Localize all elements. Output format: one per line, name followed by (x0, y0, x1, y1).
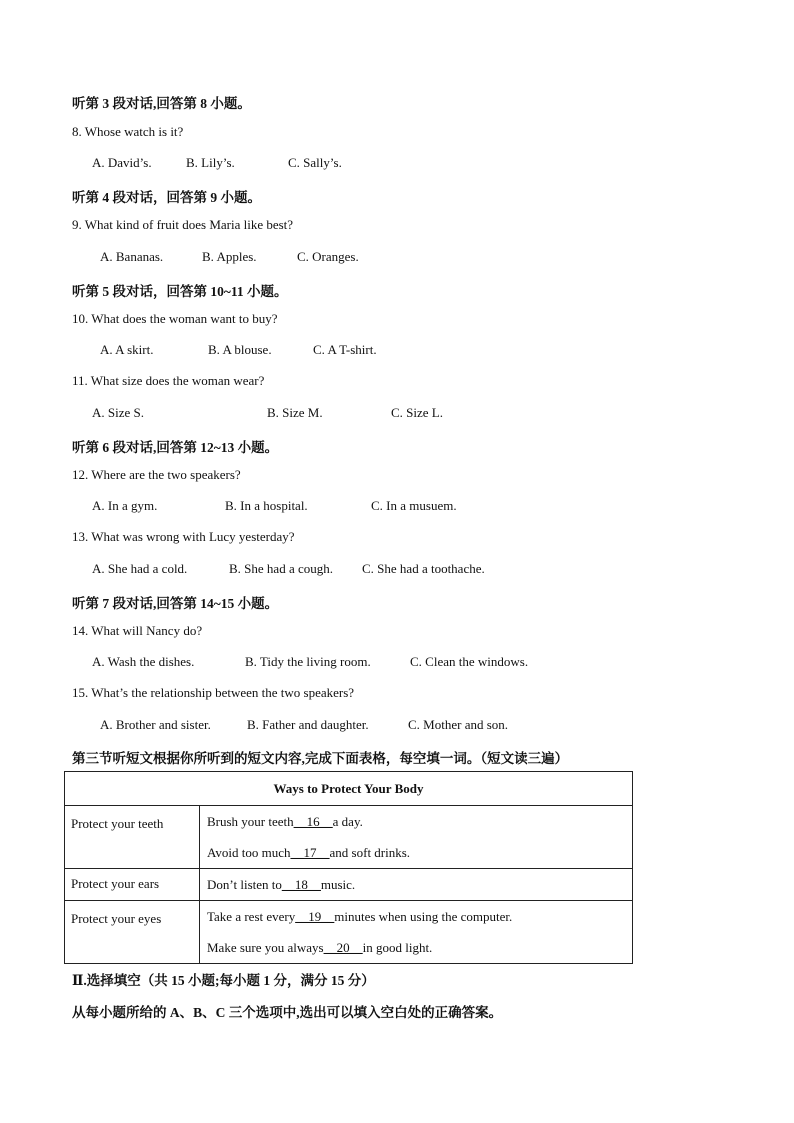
line-text: Take a rest every (207, 909, 296, 924)
blank-16: __16__ (293, 814, 333, 829)
section-3-heading: 第三节听短文根据你所听到的短文内容,完成下面表格，每空填一词。（短文读三遍） (72, 751, 569, 766)
section-heading-7: 听第 7 段对话,回答第 14~15 小题。 (72, 596, 279, 611)
question-9: 9. What kind of fruit does Maria like best? (72, 217, 294, 232)
line-text: in good light. (362, 940, 433, 955)
blank-20: __20__ (323, 940, 363, 955)
option-8a: A. David’s. (92, 155, 152, 170)
row-label-ears: Protect your ears (65, 869, 200, 901)
fill-line-20 (207, 932, 632, 963)
question-14: 14. What will Nancy do? (72, 623, 203, 638)
question-12: 12. Where are the two speakers? (72, 467, 241, 482)
option-10c: C. A T-shirt. (313, 342, 377, 357)
line-text: a day. (332, 814, 363, 829)
protect-body-table (64, 771, 633, 964)
section-heading-5: 听第 5 段对话，回答第 10~11 小题。 (72, 284, 288, 299)
option-9b: B. Apples. (202, 249, 257, 264)
fill-line-18 (207, 869, 632, 900)
blank-18: __18__ (281, 877, 321, 892)
table-row (65, 901, 633, 964)
option-12c: C. In a musuem. (371, 498, 457, 513)
row-content-eyes (200, 901, 633, 964)
question-8: 8. Whose watch is it? (72, 124, 184, 139)
table-title: Ways to Protect Your Body (65, 772, 633, 806)
line-text: minutes when using the computer. (334, 909, 513, 924)
option-8b: B. Lily’s. (186, 155, 235, 170)
option-11a: A. Size S. (92, 405, 144, 420)
option-13c: C. She had a toothache. (362, 561, 485, 576)
fill-line-19 (207, 901, 632, 932)
fill-line-17 (207, 837, 632, 868)
option-10a: A. A skirt. (100, 342, 154, 357)
table-row (65, 869, 633, 901)
blank-19: __19__ (295, 909, 335, 924)
option-9c: C. Oranges. (297, 249, 359, 264)
section-heading-3: 听第 3 段对话,回答第 8 小题。 (72, 96, 251, 111)
option-15a: A. Brother and sister. (100, 717, 211, 732)
part-2-instruction: 从每小题所给的 A、B、C 三个选项中,选出可以填入空白处的正确答案。 (72, 1005, 503, 1020)
option-14a: A. Wash the dishes. (92, 654, 195, 669)
table-row (65, 806, 633, 869)
option-15c: C. Mother and son. (408, 717, 509, 732)
option-10b: B. A blouse. (208, 342, 272, 357)
line-text: Avoid too much (207, 845, 291, 860)
part-2-heading: Ⅱ.选择填空（共 15 小题;每小题 1 分，满分 15 分） (72, 973, 375, 988)
question-10: 10. What does the woman want to buy? (72, 311, 278, 326)
option-9a: A. Bananas. (100, 249, 164, 264)
question-11: 11. What size does the woman wear? (72, 373, 265, 388)
question-15: 15. What’s the relationship between the two speakers? (72, 685, 355, 700)
question-13: 13. What was wrong with Lucy yesterday? (72, 529, 295, 544)
blank-17: __17__ (290, 845, 330, 860)
row-label-teeth: Protect your teeth (65, 806, 200, 869)
option-13a: A. She had a cold. (92, 561, 188, 576)
option-15b: B. Father and daughter. (247, 717, 369, 732)
line-text: music. (320, 877, 356, 892)
option-12a: A. In a gym. (92, 498, 158, 513)
option-14b: B. Tidy the living room. (245, 654, 371, 669)
option-11b: B. Size M. (267, 405, 323, 420)
option-12b: B. In a hospital. (225, 498, 308, 513)
fill-line-16 (207, 806, 632, 837)
section-heading-6: 听第 6 段对话,回答第 12~13 小题。 (72, 440, 279, 455)
line-text: Don’t listen to (207, 877, 282, 892)
row-content-ears (200, 869, 633, 901)
line-text: Make sure you always (207, 940, 324, 955)
line-text: Brush your teeth (207, 814, 294, 829)
option-14c: C. Clean the windows. (410, 654, 529, 669)
row-label-eyes: Protect your eyes (65, 901, 200, 964)
option-8c: C. Sally’s. (288, 155, 342, 170)
option-11c: C. Size L. (391, 405, 443, 420)
section-heading-4: 听第 4 段对话，回答第 9 小题。 (72, 190, 261, 205)
option-13b: B. She had a cough. (229, 561, 333, 576)
row-content-teeth (200, 806, 633, 869)
line-text: and soft drinks. (329, 845, 411, 860)
